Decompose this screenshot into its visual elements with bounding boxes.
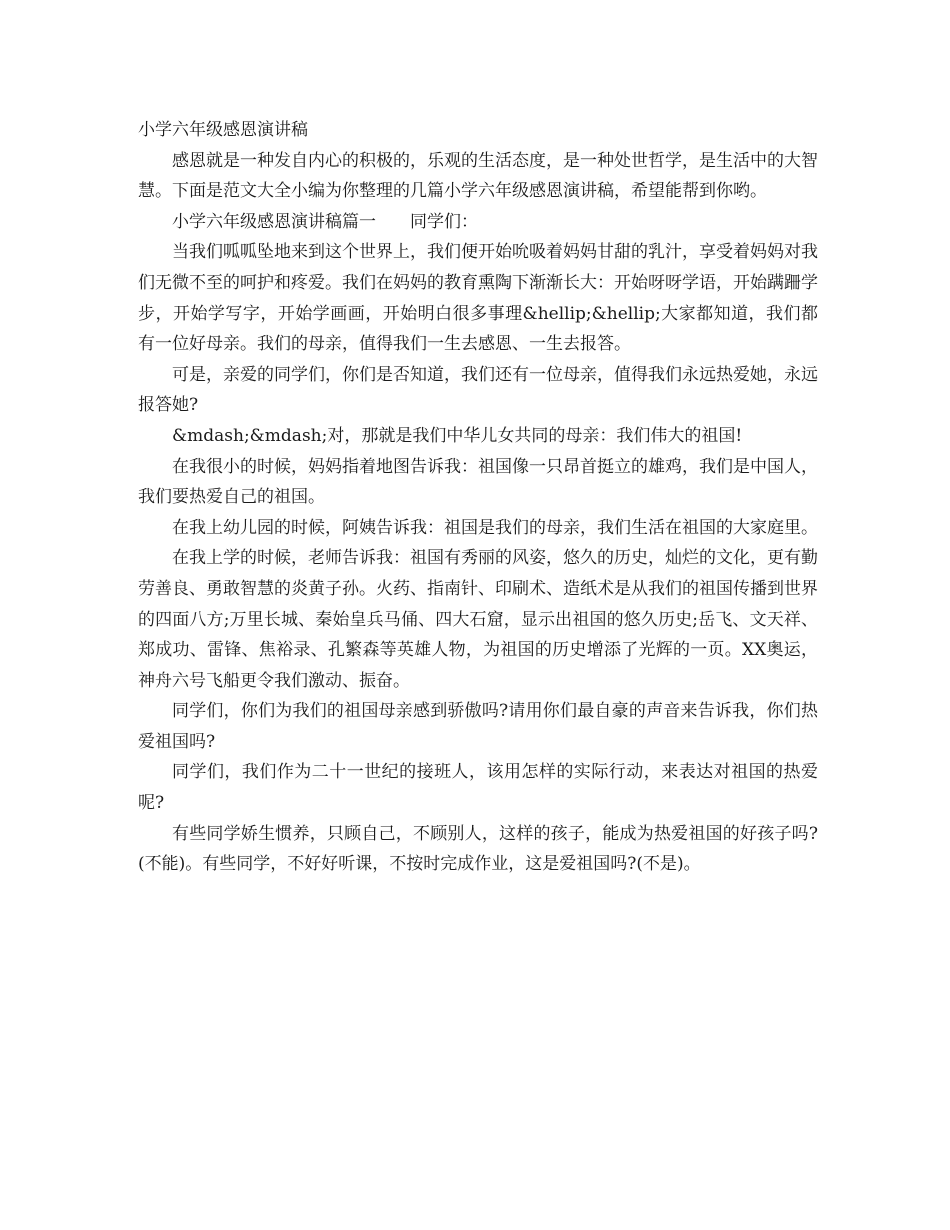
paragraph-5: 在我上幼儿园的时候，阿姨告诉我：祖国是我们的母亲，我们生活在祖国的大家庭里。 — [172, 517, 818, 538]
document-title: 小学六年级感恩演讲稿 — [138, 120, 308, 140]
document-body — [138, 115, 818, 880]
paragraph-7: 同学们，你们为我们的祖国母亲感到骄傲吗?请用你们最自豪的声音来告诉我，你们热爱祖国吗? — [138, 701, 818, 752]
intro-paragraph: 感恩就是一种发自内心的积极的，乐观的生活态度，是一种处世哲学，是生活中的大智慧。下面是范文大全小编为你整理的几篇小学六年级感恩演讲稿，希望能帮到你哟。 — [138, 150, 818, 202]
paragraph-4: 在我很小的时候，妈妈指着地图告诉我：祖国像一只昂首挺立的雄鸡，我们是中国人，我们要热爱自己的祖国。 — [138, 456, 818, 508]
section-title: 小学六年级感恩演讲稿篇一 — [172, 211, 376, 232]
paragraph-9: 有些同学娇生惯养，只顾自己，不顾别人，这样的孩子，能成为热爱祖国的好孩子吗?(不能)。有些同学，不好好听课，不按时完成作业，这是爱祖国吗?(不是)。 — [138, 823, 818, 875]
paragraph-2: 可是，亲爱的同学们，你们是否知道，我们还有一位母亲，值得我们永远热爱她，永远报答她? — [138, 364, 818, 416]
paragraph-3: &mdash;&mdash;对，那就是我们中华儿女共同的母亲：我们伟大的祖国! — [172, 425, 743, 446]
paragraph-6: 在我上学的时候，老师告诉我：祖国有秀丽的风姿，悠久的历史，灿烂的文化，更有勤劳善良、勇敢智慧的炎黄子孙。火药、指南针、印刷术、造纸术是从我们的祖国传播到世界的四面八方;万里长城、秦始皇兵马俑、四大石窟，显示出祖国的悠久历史;岳飞、文天祥、郑成功、雷锋、焦裕录、孔繁森等英雄人物，为祖国的历史增添了光辉的一页。XX奥运，神舟六号飞船更令我们激动、振奋。 — [138, 548, 818, 691]
greeting: 同学们： — [410, 211, 478, 232]
section-heading — [138, 207, 818, 238]
paragraph-1: 当我们呱呱坠地来到这个世界上，我们便开始吮吸着妈妈甘甜的乳汁，享受着妈妈对我们无微不至的呵护和疼爱。我们在妈妈的教育熏陶下渐渐长大：开始呀呀学语，开始蹒跚学步，开始学写字，开始学画画，开始明白很多事理&hellip;&hellip;大家都知道，我们都有一位好母亲。我们的母亲，值得我们一生去感恩、一生去报答。 — [138, 242, 818, 355]
paragraph-8: 同学们，我们作为二十一世纪的接班人，该用怎样的实际行动，来表达对祖国的热爱呢? — [138, 762, 818, 814]
